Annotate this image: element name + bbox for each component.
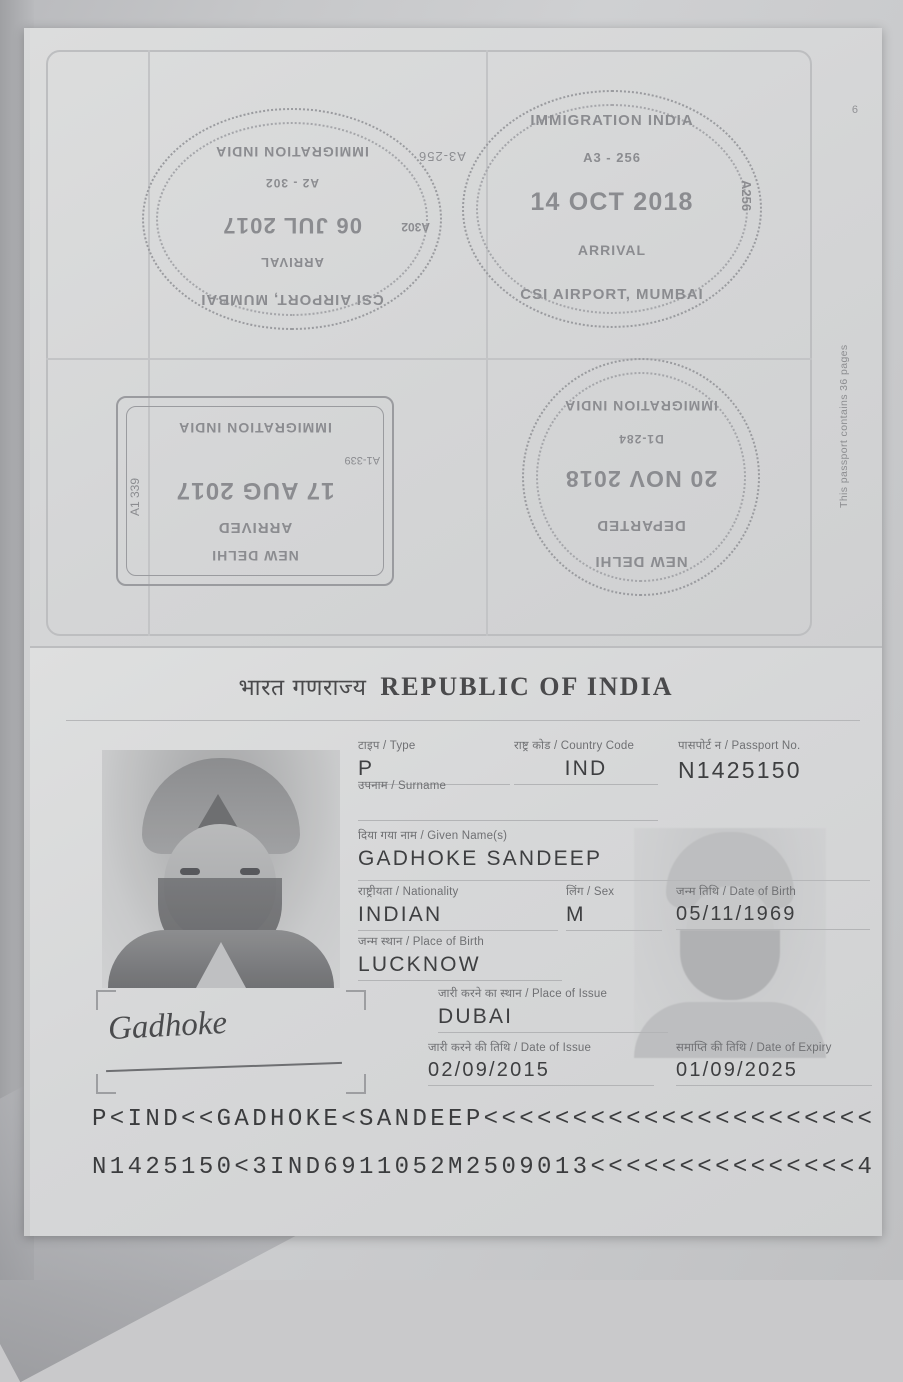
field-value: P [358, 757, 375, 780]
field-label: राष्ट्रीयता / Nationality [358, 886, 459, 898]
field-place-of-issue [438, 986, 668, 1033]
stamp-bottom-arc: CSI AIRPORT, MUMBAI [520, 286, 704, 303]
passport-spread [24, 28, 882, 1236]
field-place-of-birth [358, 934, 562, 981]
field-date-of-expiry [676, 1040, 872, 1086]
stamp-departed-new-delhi-2018 [522, 358, 760, 596]
eyes-shape [180, 868, 260, 875]
signature-box [96, 990, 366, 1094]
field-value: N1425150 [678, 757, 802, 783]
field-label: पासपोर्ट न / Passport No. [678, 740, 801, 752]
signature-underline [106, 1062, 342, 1072]
stamp-middle-label: ARRIVAL [577, 242, 647, 258]
stamp-top-arc: CSI AIRPORT, MUMBAI [200, 291, 384, 308]
field-label: टाइप / Type [358, 740, 416, 752]
field-label: जन्म तिथि / Date of Birth [676, 886, 797, 898]
field-rule [358, 930, 558, 931]
stamp-code-right: A256 [739, 180, 754, 212]
field-rule [676, 929, 870, 930]
turban-knot-shape [198, 794, 238, 828]
stamp-top-arc: IMMIGRATION INDIA [530, 112, 694, 129]
field-value: IND [564, 757, 608, 780]
field-rule [566, 930, 662, 931]
field-rule [358, 880, 870, 881]
field-surname [358, 778, 658, 821]
header-rule [66, 720, 860, 721]
stamp-code-bottom: A2 - 302 [264, 176, 320, 190]
field-value: DUBAI [438, 1005, 514, 1028]
field-nationality [358, 884, 558, 931]
stamp-date: 14 OCT 2018 [530, 188, 694, 216]
field-label: लिंग / Sex [566, 886, 615, 898]
stamp-code-right: D1-284 [618, 432, 664, 446]
field-label: दिया गया नाम / Given Name(s) [358, 830, 508, 842]
field-value: M [566, 903, 586, 926]
signature-corner [96, 1074, 116, 1094]
field-date-of-birth [676, 884, 870, 930]
page-title [30, 670, 882, 702]
signature-corner [346, 990, 366, 1010]
stamp-date: 06 JUL 2017 [222, 213, 363, 238]
passport-photo [102, 750, 340, 988]
field-given-names [358, 828, 688, 871]
field-rule [676, 1085, 872, 1086]
field-rule [358, 980, 562, 981]
stamp-arrival-mumbai-2017 [142, 108, 442, 330]
field-value: 01/09/2025 [676, 1059, 799, 1081]
stamp-top-arc: NEW DELHI [594, 553, 688, 570]
page-number: 6 [851, 104, 858, 116]
mrz-line-2: N1425150<3IND6911052M2509013<<<<<<<<<<<<<<<4 [92, 1154, 876, 1181]
page-capacity-note: This passport contains 36 pages [838, 344, 850, 508]
stamp-middle-label: DEPARTED [596, 517, 686, 534]
field-rule [428, 1085, 654, 1086]
field-date-of-issue [428, 1040, 654, 1086]
stamp-top-arc: NEW DELHI [211, 548, 299, 564]
field-value: LUCKNOW [358, 953, 481, 976]
field-value: GADHOKE SANDEEP [358, 847, 603, 870]
field-label: उपनाम / Surname [358, 780, 447, 792]
field-value: 05/11/1969 [676, 903, 797, 925]
passport-data-page [30, 646, 882, 1236]
stamp-code-left: A302 [401, 220, 430, 234]
field-label: समाप्ति की तिथि / Date of Expiry [676, 1042, 832, 1054]
field-label: जारी करने की तिथि / Date of Issue [428, 1042, 592, 1054]
stamp-overlap-code: A3-256 [418, 148, 466, 164]
stamp-date: 17 AUG 2017 [175, 477, 335, 504]
field-label: जारी करने का स्थान / Place of Issue [438, 988, 608, 1000]
country-name-english: REPUBLIC OF INDIA [380, 672, 674, 701]
field-rule [358, 820, 658, 821]
field-value: 02/09/2015 [428, 1059, 551, 1081]
stamp-middle-label: ARRIVED [217, 519, 293, 536]
mrz-line-1: P<IND<<GADHOKE<SANDEEP<<<<<<<<<<<<<<<<<<<<<< [92, 1106, 876, 1133]
stamp-code-right: A1 339 [128, 477, 142, 516]
country-name-hindi: भारत गणराज्य [238, 675, 367, 701]
stamp-arrival-mumbai-2018 [462, 90, 762, 328]
field-passport-no [678, 738, 868, 784]
signature-corner [346, 1074, 366, 1094]
field-label: राष्ट्र कोड / Country Code [514, 740, 635, 752]
signature-text: Gadhoke [107, 1004, 228, 1048]
visa-stamp-page [30, 28, 882, 646]
field-value: INDIAN [358, 903, 443, 926]
signature-corner [96, 990, 116, 1010]
field-rule [438, 1032, 668, 1033]
stamp-bottom-arc: IMMIGRATION INDIA [564, 398, 718, 414]
ghost-beard-shape [680, 930, 780, 1000]
stamp-arrived-new-delhi-2017 [116, 396, 394, 586]
field-sex [566, 884, 662, 931]
stamp-code-left: A1-339 [344, 454, 380, 466]
stamp-bottom-arc: IMMIGRATION INDIA [178, 420, 332, 436]
field-label: जन्म स्थान / Place of Birth [358, 936, 484, 948]
machine-readable-zone [92, 1096, 876, 1192]
stamp-date: 20 NOV 2018 [564, 466, 718, 492]
stamp-bottom-arc: IMMIGRATION INDIA [215, 144, 369, 160]
field-value [358, 797, 658, 817]
stamp-code-top: A3 - 256 [583, 150, 641, 165]
stamp-middle-label: ARRIVAL [260, 255, 324, 270]
